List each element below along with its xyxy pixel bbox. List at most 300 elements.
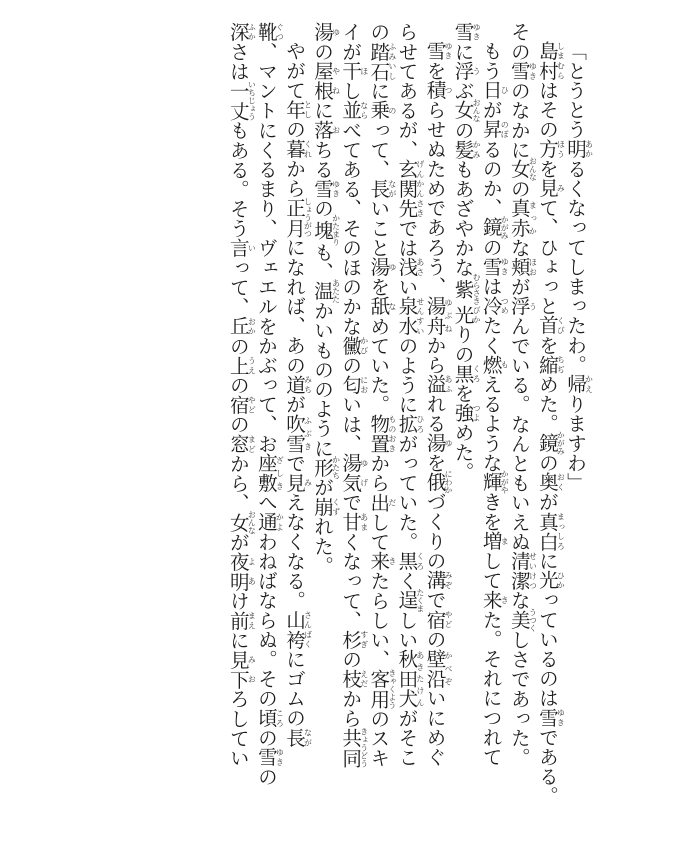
text-run: くなって、 [338, 531, 362, 630]
ruby-base-text: 崩 [310, 496, 334, 517]
text-run: れる [423, 393, 446, 434]
furigana-reading: まど [247, 434, 257, 454]
ruby-base-text: 明 [563, 139, 587, 159]
ruby-base-text: 一丈 [226, 80, 250, 121]
ruby-word [507, 257, 538, 277]
ruby-base-text: 屋根 [310, 61, 334, 101]
ruby-base-text: 増 [479, 531, 503, 551]
text-run: の [282, 119, 306, 140]
ruby-word [423, 374, 453, 394]
ruby-word [254, 708, 285, 728]
text-run: やがて [282, 41, 306, 100]
text-run: がっていた。 [394, 433, 418, 552]
text-run: で [338, 492, 362, 513]
ruby-base-text: 帰 [563, 374, 587, 394]
ruby-base-text: 客用 [366, 668, 390, 709]
ruby-word [535, 315, 566, 336]
text-run: もあざやかな [451, 159, 475, 277]
furigana-reading: くび [556, 315, 566, 336]
ruby-word [366, 551, 397, 571]
furigana-reading: むらさき [472, 272, 482, 305]
ruby-word [366, 100, 397, 121]
furigana-reading: つ [444, 80, 453, 100]
text-column [368, 22, 396, 767]
ruby-word [310, 455, 341, 480]
text-run: の [310, 41, 334, 62]
furigana-reading: げんかんさき [415, 159, 425, 218]
ruby-word [507, 296, 538, 317]
ruby-base-text: 吹雪 [282, 413, 306, 454]
furigana-reading: しょうがつ [303, 197, 313, 238]
text-run: く [394, 570, 418, 591]
text-run: の [366, 22, 390, 42]
ruby-word [282, 374, 313, 395]
ruby-word [226, 551, 257, 591]
furigana-reading: ゆ [444, 433, 453, 453]
ruby-base-text: 丘 [226, 316, 250, 337]
furigana-reading: かび [359, 335, 369, 356]
furigana-reading: きょうどう [359, 727, 369, 768]
furigana-reading: かたまり [331, 214, 341, 247]
ruby-base-text: 夜明 [226, 551, 250, 591]
ruby-base-text: 島村 [535, 41, 559, 81]
text-run: めた。 [451, 422, 475, 482]
text-run: の [254, 727, 278, 748]
ruby-word [366, 668, 397, 709]
text-run: ちる [310, 139, 334, 179]
text-column [453, 22, 481, 481]
ruby-base-text: 言 [226, 238, 250, 258]
text-column [565, 41, 593, 492]
furigana-reading: かがや [500, 470, 510, 495]
furigana-reading: すぎ [359, 629, 369, 650]
ruby-base-text: 雪 [310, 178, 334, 199]
ruby-word [479, 256, 510, 277]
ruby-base-text: 物置 [366, 414, 390, 454]
furigana-reading: かえ [584, 374, 594, 394]
furigana-reading: ざしき [275, 453, 285, 493]
furigana-reading: あふ [444, 374, 453, 394]
furigana-reading: やど [247, 394, 257, 415]
ruby-word [254, 453, 285, 493]
ruby-base-text: 強 [451, 402, 475, 423]
ruby-base-text: 深 [226, 22, 250, 42]
ruby-word [479, 470, 510, 495]
ruby-base-text: 湯気 [338, 453, 362, 493]
ruby-word [282, 197, 313, 238]
furigana-reading: たくま [415, 588, 425, 613]
ruby-word [423, 648, 453, 688]
ruby-base-text: 見下 [226, 649, 250, 689]
ruby-word [282, 727, 313, 748]
ruby-word [423, 609, 453, 630]
furigana-reading: しまむら [556, 41, 566, 81]
furigana-reading: くろ [472, 363, 482, 384]
furigana-reading: みお [247, 649, 257, 689]
ruby-word [366, 257, 397, 277]
ruby-base-text: 壁沿 [423, 648, 446, 688]
ruby-word [423, 433, 453, 453]
ruby-word [451, 304, 482, 325]
text-run: は [479, 276, 503, 296]
text-run: に [535, 550, 559, 571]
furigana-reading: うえ [247, 355, 257, 376]
furigana-reading: ゆき [331, 178, 341, 199]
ruby-word [366, 178, 397, 199]
text-run: のように [394, 335, 418, 415]
furigana-reading: みぞ [444, 570, 453, 590]
ruby-base-text: 雪 [423, 41, 446, 61]
furigana-reading: のぼ [500, 119, 510, 140]
ruby-word [338, 374, 369, 395]
ruby-base-text: 日 [479, 80, 503, 100]
ruby-base-text: 匂 [338, 374, 362, 395]
text-run: えるような [479, 374, 503, 473]
ruby-word [451, 363, 482, 384]
text-run: しさであった。 [507, 629, 531, 767]
ruby-base-text: 踏石 [366, 41, 390, 81]
ruby-word [394, 257, 425, 277]
text-run: の [451, 120, 475, 140]
furigana-reading: みち [303, 374, 313, 395]
ruby-word [226, 22, 257, 42]
furigana-reading: にお [359, 374, 369, 395]
text-run: して [479, 550, 503, 590]
ruby-base-text: 来 [366, 551, 390, 571]
ruby-base-text: 山袴 [282, 609, 306, 650]
ruby-word [226, 649, 257, 689]
text-run: の [226, 375, 250, 395]
ruby-base-text: 鏡 [479, 215, 503, 240]
ruby-base-text: 玄関先 [394, 159, 418, 219]
ruby-word [563, 139, 594, 159]
furigana-reading: あたた [331, 279, 341, 304]
ruby-word [338, 100, 369, 121]
furigana-reading: なが [303, 727, 313, 748]
ruby-base-text: 雪 [535, 707, 559, 728]
ruby-base-text: 窓 [226, 434, 250, 454]
text-run: えなくなる。 [282, 492, 306, 610]
text-run: から [338, 688, 362, 728]
text-run: がそこ [394, 708, 418, 767]
text-run: たく [479, 315, 503, 355]
text-run: りますわ」 [563, 393, 587, 492]
text-run: べてある、そのほのかな [338, 120, 362, 336]
text-run: へ [254, 492, 278, 513]
ruby-word [535, 472, 566, 492]
ruby-base-text: 見 [282, 472, 306, 493]
furigana-reading: ゆ [387, 257, 397, 277]
furigana-reading: かたち [331, 455, 341, 480]
text-run: も、 [310, 242, 334, 282]
ruby-base-text: 泉水 [394, 296, 418, 336]
ruby-base-text: 黴 [338, 335, 362, 356]
furigana-reading: き [500, 589, 510, 610]
ruby-word [226, 238, 257, 258]
ruby-base-text: 並 [338, 100, 362, 121]
text-run: の [254, 766, 278, 787]
ruby-base-text: 髪 [451, 139, 475, 160]
ruby-word [310, 496, 341, 517]
furigana-reading: かべぞ [444, 648, 453, 688]
text-column [340, 22, 368, 768]
ruby-base-text: 湯舟 [423, 295, 446, 336]
ruby-base-text: 光 [535, 570, 559, 590]
ruby-word [282, 139, 313, 159]
ruby-base-text: 輝 [479, 470, 503, 495]
furigana-reading: ひか [556, 570, 566, 590]
ruby-base-text: 真赤 [507, 198, 531, 238]
furigana-reading: ふか [247, 22, 257, 42]
ruby-word [394, 551, 425, 571]
text-run: 「とうとう [563, 41, 587, 139]
ruby-base-text: 頬 [507, 257, 531, 277]
furigana-reading: ゆき [472, 22, 482, 42]
ruby-word [310, 214, 341, 247]
text-run: に [366, 80, 390, 101]
furigana-reading: ひろ [415, 414, 425, 434]
furigana-reading: うつく [528, 607, 538, 632]
furigana-reading: み [303, 472, 313, 493]
furigana-reading: き [387, 551, 397, 571]
text-run: 、マントにくるまり、ヴェエルをかぶって、お [254, 41, 278, 454]
furigana-reading: ゆき [556, 707, 566, 728]
ruby-word [394, 159, 425, 219]
ruby-base-text: 出 [366, 492, 390, 513]
text-run: では [394, 218, 418, 258]
text-run: が [310, 477, 334, 497]
ruby-base-text: 共同 [338, 727, 362, 768]
ruby-word [394, 296, 425, 336]
ruby-word [282, 413, 313, 454]
ruby-word [366, 492, 397, 513]
ruby-word [535, 707, 566, 728]
furigana-reading: せんすい [415, 296, 425, 336]
ruby-word [535, 570, 566, 590]
furigana-reading: ほう [556, 139, 566, 159]
text-column [537, 41, 565, 806]
furigana-reading: おんな [472, 98, 482, 123]
ruby-word [366, 41, 397, 81]
ruby-word [226, 394, 257, 415]
text-column [228, 22, 256, 767]
ruby-word [535, 41, 566, 81]
furigana-reading: びか [472, 304, 482, 325]
text-run: イが [338, 22, 362, 62]
text-run: いこと [366, 198, 390, 258]
furigana-reading: あま [359, 512, 369, 532]
text-run: にゴムの [282, 649, 306, 728]
furigana-reading: ふみいし [387, 41, 397, 81]
ruby-word [451, 61, 482, 81]
ruby-word [423, 570, 453, 590]
text-run: で [282, 453, 306, 473]
furigana-reading: ゆき [528, 61, 538, 81]
furigana-reading: あきたけん [415, 649, 425, 709]
furigana-reading: くず [331, 496, 341, 517]
text-run: かいもののように [310, 300, 334, 458]
ruby-word [451, 139, 482, 160]
text-run: に [451, 41, 475, 62]
ruby-word [507, 607, 538, 632]
ruby-base-text: 女 [226, 510, 250, 535]
ruby-word [394, 414, 425, 434]
ruby-base-text: 杉 [338, 629, 362, 650]
furigana-reading: う [528, 296, 538, 317]
ruby-word [226, 610, 257, 631]
furigana-reading: かがみ [500, 215, 510, 240]
text-run: を [366, 276, 390, 297]
text-run: のスキ [366, 708, 390, 768]
furigana-reading: ちぢ [556, 354, 566, 375]
furigana-reading: ふぶき [303, 413, 313, 454]
text-run: さは [226, 41, 250, 81]
furigana-reading: やど [444, 609, 453, 630]
ruby-base-text: 湯 [423, 433, 446, 453]
furigana-reading: くれ [303, 139, 313, 159]
ruby-base-text: 逞 [394, 588, 418, 613]
text-run: もう [479, 41, 503, 81]
ruby-base-text: 前 [226, 610, 250, 631]
text-run: わねばならぬ。その [254, 531, 278, 709]
text-run: るくなってしまったわ。 [563, 158, 587, 375]
ruby-word [338, 335, 369, 356]
furigana-reading: せいけつ [528, 551, 538, 591]
furigana-reading: ゆき [444, 41, 453, 61]
text-run: もある。そう [226, 120, 250, 239]
text-run: っているのは [535, 589, 559, 708]
text-run: に [226, 630, 250, 650]
furigana-reading: ほお [528, 257, 538, 277]
ruby-base-text: 俄 [423, 470, 446, 495]
furigana-reading: ゆ [331, 22, 341, 42]
ruby-base-text: 落 [310, 120, 334, 140]
ruby-base-text: 燃 [479, 354, 503, 375]
furigana-reading: おんな [247, 510, 257, 535]
text-run: が [282, 394, 306, 414]
ruby-word [423, 295, 453, 336]
furigana-reading: あさ [415, 257, 425, 277]
ruby-base-text: 黒 [451, 363, 475, 384]
ruby-word [226, 316, 257, 337]
text-run: を [423, 452, 446, 473]
furigana-reading: み [556, 178, 566, 198]
text-run: である。 [535, 727, 559, 806]
ruby-base-text: 秋田犬 [394, 649, 418, 709]
furigana-reading: なら [359, 100, 369, 121]
ruby-word [226, 80, 257, 121]
text-run: いにめぐ [423, 687, 446, 767]
ruby-word [479, 215, 510, 240]
ruby-word [338, 61, 369, 81]
furigana-reading: ゆき [500, 256, 510, 277]
furigana-reading: ゆぶね [444, 295, 453, 336]
furigana-reading: えだ [359, 668, 369, 689]
text-run: んでいる。なんともいえぬ [507, 316, 531, 552]
ruby-base-text: 縮 [535, 354, 559, 375]
ruby-base-text: 女 [451, 98, 475, 123]
furigana-reading: ゆき [275, 747, 285, 767]
text-run: から [282, 158, 306, 198]
text-run: で [423, 589, 446, 610]
furigana-reading: だ [387, 492, 397, 513]
furigana-reading: つよ [472, 402, 482, 423]
ruby-word [394, 588, 425, 613]
text-run: け [226, 590, 250, 611]
ruby-base-text: 紫 [451, 272, 475, 305]
furigana-reading: う [472, 61, 482, 81]
ruby-word [423, 470, 453, 495]
ruby-base-text: 見 [535, 178, 559, 198]
ruby-word [535, 511, 566, 551]
text-run: から [423, 335, 446, 375]
furigana-reading: くろ [415, 551, 425, 571]
ruby-base-text: 宿 [226, 394, 250, 415]
text-run: らせてあるが、 [394, 22, 418, 160]
text-column [424, 41, 452, 766]
text-run: めていた。 [366, 316, 390, 415]
furigana-reading: なが [387, 178, 397, 199]
text-run: の [226, 336, 250, 356]
furigana-reading: きゃくよう [387, 668, 397, 709]
furigana-reading: の [387, 100, 397, 121]
ruby-base-text: 昇 [479, 119, 503, 140]
text-run: の [226, 414, 250, 435]
ruby-word [226, 510, 257, 535]
furigana-reading: とし [303, 99, 313, 120]
ruby-word [507, 551, 538, 591]
ruby-base-text: 雪 [451, 22, 475, 42]
furigana-reading: おか [247, 316, 257, 337]
ruby-base-text: 鏡 [535, 430, 559, 455]
ruby-word [254, 22, 285, 42]
text-run: の [423, 629, 446, 649]
ruby-word [535, 430, 566, 455]
ruby-word [338, 668, 369, 689]
text-run: になれば、あの [282, 237, 306, 375]
text-run: に [310, 100, 334, 121]
ruby-word [507, 198, 538, 238]
text-run: って、 [226, 257, 250, 317]
text-column [284, 41, 312, 747]
ruby-base-text: 奥 [535, 472, 559, 492]
text-run: ろしてい [226, 688, 250, 768]
text-run: の [479, 237, 503, 257]
furigana-reading: つめ [500, 295, 510, 316]
ruby-word [310, 61, 341, 101]
text-run: を [451, 383, 475, 403]
ruby-word [282, 609, 313, 650]
ruby-base-text: 積 [423, 80, 446, 100]
furigana-reading: いちじょう [247, 80, 257, 121]
ruby-base-text: 雪 [507, 61, 531, 81]
text-run: が [479, 99, 503, 120]
ruby-base-text: 暮 [282, 139, 306, 159]
ruby-base-text: 年 [282, 99, 306, 120]
furigana-reading: まえ [247, 610, 257, 631]
ruby-word [366, 414, 397, 454]
ruby-base-text: 宿 [423, 609, 446, 630]
ruby-word [310, 279, 341, 304]
text-run: から、 [226, 453, 250, 513]
furigana-reading: まっしろ [556, 511, 566, 551]
ruby-word [535, 354, 566, 375]
furigana-reading: お [331, 120, 341, 140]
furigana-reading: あか [584, 139, 594, 159]
ruby-word [507, 61, 538, 81]
furigana-reading: ものおき [387, 414, 397, 454]
ruby-word [338, 727, 369, 768]
